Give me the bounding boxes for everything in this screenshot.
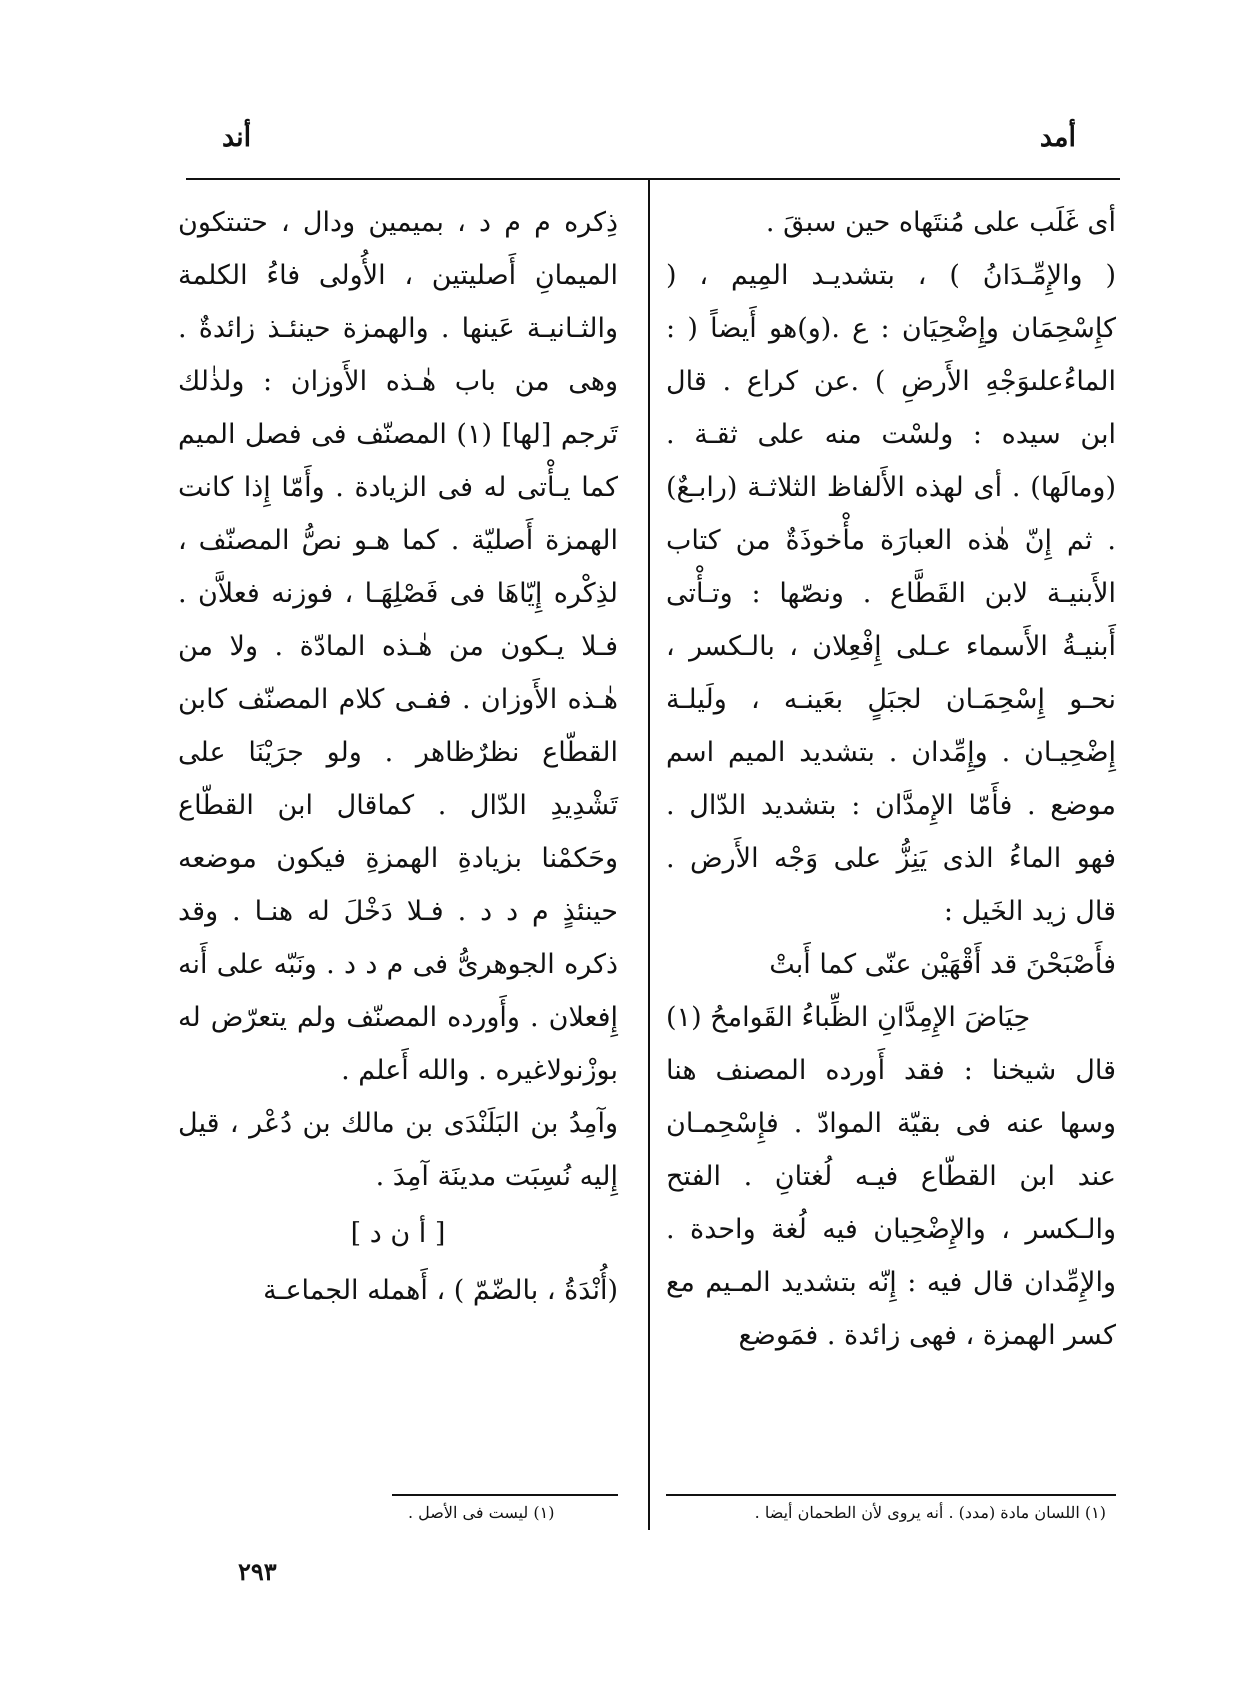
page-number: ٢٩٣ bbox=[238, 1557, 277, 1586]
footnote-left: (١) ليست فى الأصل . bbox=[408, 1503, 555, 1522]
left-paragraph-3: (أُنْدَةُ ، بالضّمّ ) ، أَهمله الجماعـة bbox=[263, 1275, 618, 1306]
right-paragraph-1: أى غَلَب على مُنتَهاه حين سبقَ . bbox=[765, 207, 1116, 238]
running-header-right: أمد bbox=[1039, 122, 1076, 153]
verse-line-2: حِيَاضَ الإِمِدَّانِ الظِّباءُ القَوامحُ (١) bbox=[666, 1002, 1031, 1033]
right-column bbox=[666, 196, 1116, 1362]
footnote-right: (١) اللسان مادة (مدد) . أنه يروى لأن الطحمان أيضا . bbox=[754, 1503, 1106, 1522]
left-column bbox=[178, 196, 618, 1317]
footnote-rule-left bbox=[392, 1494, 618, 1496]
running-header-left: أند bbox=[222, 122, 252, 153]
header-rule bbox=[186, 178, 1120, 180]
section-heading: [ أ ن د ] bbox=[350, 1218, 446, 1249]
verse-line-1: فأَصْبَحْنَ قد أَقْهَيْن عنّى كما أَبتْ bbox=[769, 949, 1116, 980]
right-paragraph-2: ( والإِمِّـدَانُ ) ، بتشديـد المِيم ، ( كإِسْحِمَان وإِضْحِيَان : ع .(و)هو أَيضاً ( : الماءُعلىوَجْهِ الأَرضِ ) .عن كراع . قال ابن سيده : ولسْت منه على ثقـة . (ومالَها) . أى لهذه الأَلفاظ الثلاثـة (رابـعٌ) . ثم إِنّ هٰذه العبارَة مأْخوذَةٌ من كتاب الأَبنيـة لابن القَطَّاع . ونصّها : وتـأْتى أَبنيـةُ الأَسماء عـلى إِفْعِلان ، بالـكسر ، نحـو إِسْحِمَـان لجبَلٍ بعَينـه ، ولَيلـة إِضْحِيـان . وإِمِّدان . بتشديد الميم اسم موضع . فأَمّا الإِمدَّان : بتشديد الدّال . فهو الماءُ الذى يَنِزُّ على وَجْه الأَرض . قال زيد الخَيل : bbox=[666, 260, 1116, 927]
left-paragraph-1: ذِكره م م د ، بميمين ودال ، حتىتكون الميمانِ أَصليتين ، الأُولى فاءُ الكلمة والثـانيـة عَينها . والهمزة حينئـذ زائدةٌ . وهى من باب هٰـذه الأَوزان : ولذٰلك تَرجم [لها] (١) المصنّف فى فصل الميم كما يـأْتى له فى الزيادة . وأَمّا إِذا كانت الهمزة أَصليّة . كما هـو نصُّ المصنّف ، لذِكْره إِيّاهَا فى فَصْلِهَـا ، فوزنه فعلاَّن . فـلا يـكون من هٰـذه المادّة . ولا من هٰـذه الأَوزان . ففـى كلام المصنّف كابن القطّاع نظرٌظاهر . ولو جرَيْنَا على تَشْدِيدِ الدّال . كماقال ابن القطّاع وحَكمْنا بزيادةِ الهمزةِ فيكون موضعه حينئذٍ م د د . فـلا دَخْلَ له هنـا . وقد ذكره الجوهرىُّ فى م د د . ونَبّه على أَنه إِفعلان . وأَورده المصنّف ولم يتعرّض له بوزْنولاغيره . والله أَعلم . bbox=[178, 207, 618, 1086]
left-paragraph-2: وآمِدُ بن البَلَنْدَى بن مالك بن دُعْر ، قيل إِليه نُسِبَت مدينَة آمِدَ . bbox=[178, 1108, 618, 1192]
column-divider bbox=[648, 180, 650, 1530]
right-paragraph-3: قال شيخنا : فقد أَورده المصنف هنا وسها عنه فى بقيّة الموادّ . فإِسْحِمـان عند ابن القطّاع فيـه لُغتانِ . الفتح والـكسر ، والإِضْحِيان فيه لُغة واحدة . والإِمِّدان قال فيه : إِنّه بتشديد المـيم مع كسر الهمزة ، فهى زائدة . فمَوضع bbox=[666, 1055, 1116, 1351]
footnote-rule-right bbox=[666, 1494, 1116, 1496]
